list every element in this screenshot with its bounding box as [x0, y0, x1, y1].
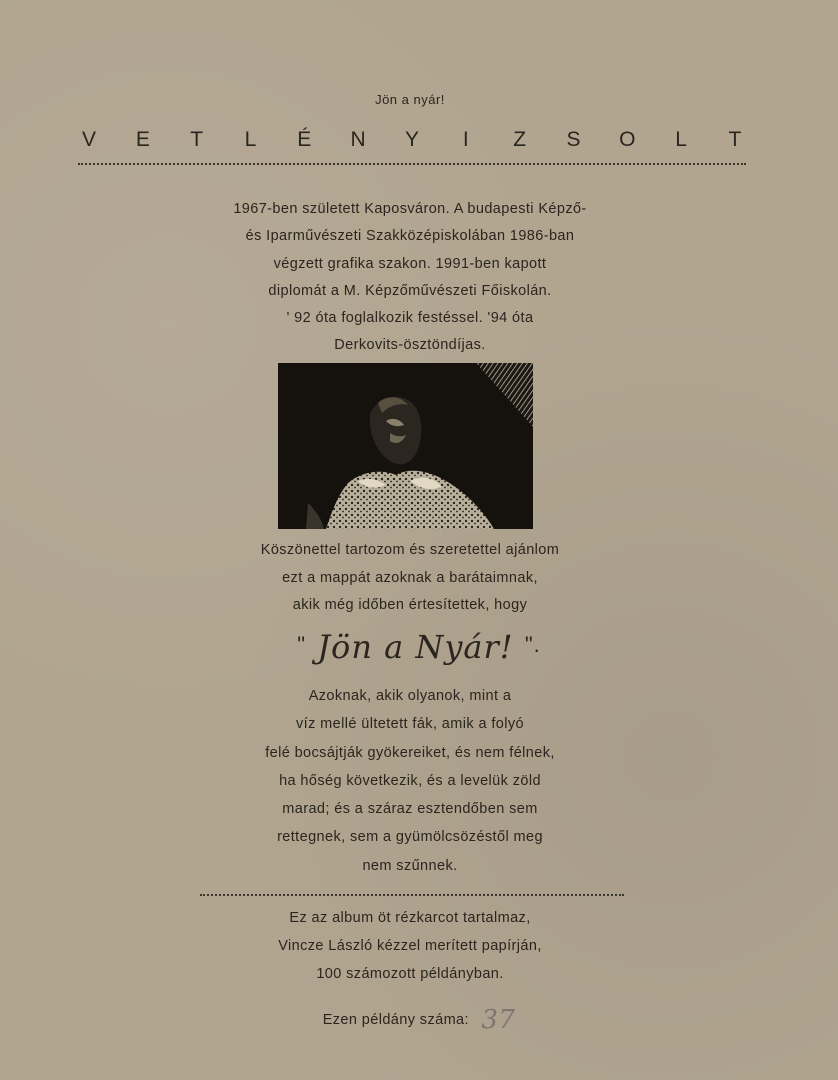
colophon	[0, 904, 820, 988]
dedication-quote	[0, 628, 838, 666]
name-letter: O	[619, 128, 636, 151]
colophon-line: Ez az album öt rézkarcot tartalmaz,	[289, 910, 531, 926]
verse-text	[0, 682, 820, 880]
portrait-image	[278, 363, 533, 529]
edition-label: Ezen példány száma:	[322, 1012, 469, 1028]
name-letter: L	[244, 128, 257, 151]
name-letter: Z	[513, 128, 527, 151]
bio-line: Derkovits-ösztöndíjas.	[334, 337, 486, 354]
dotted-divider	[78, 163, 746, 165]
name-letter: Y	[404, 128, 419, 151]
dotted-divider	[200, 894, 624, 896]
dedication-line: akik még időben értesítettek, hogy	[292, 597, 528, 613]
bio-line: végzett grafika szakon. 1991-ben kapott	[273, 255, 547, 272]
name-letter: S	[566, 128, 581, 151]
name-letter: É	[297, 128, 312, 151]
name-letter: I	[462, 128, 469, 151]
verse-line: nem szűnnek.	[362, 857, 458, 874]
verse-line: ha hőség következik, és a levelük zöld	[279, 772, 541, 789]
verse-line: rettegnek, sem a gyümölcsözéstől meg	[277, 829, 543, 846]
verse-line: Azoknak, akik olyanok, mint a	[308, 688, 512, 704]
bio-line: ' 92 óta foglalkozik festéssel. '94 óta	[286, 310, 534, 327]
colophon-line: 100 számozott példányban.	[316, 966, 504, 982]
bio-line: diplomát a M. Képzőművészeti Főiskolán.	[268, 282, 552, 299]
bio-line: 1967-ben született Kaposváron. A budapesti Képző-	[233, 201, 587, 217]
name-letter: T	[728, 128, 742, 151]
bio-line: és Iparművészeti Szakközépiskolában 1986-ban	[245, 228, 575, 245]
subtitle: Jön a nyár!	[375, 92, 445, 107]
name-letter: N	[350, 128, 366, 151]
biography	[0, 196, 820, 360]
name-letter: E	[135, 128, 150, 151]
dedication-text	[0, 537, 820, 620]
quote-text: Jön a Nyár!	[317, 628, 514, 666]
artist-name	[78, 128, 746, 152]
verse-line: felé bocsájtják gyökereiket, és nem félnek,	[265, 744, 555, 761]
edition-number-row	[0, 1005, 838, 1035]
edition-number-handwritten: 37	[481, 1005, 516, 1035]
dedication-line: ezt a mappát azoknak a barátaimnak,	[282, 569, 538, 586]
quote-close-mark: ".	[524, 632, 541, 657]
colophon-line: Vincze László kézzel merített papírján,	[278, 938, 542, 954]
name-letter: T	[190, 128, 204, 151]
dedication-line: Köszönettel tartozom és szeretettel ajánlom	[260, 542, 560, 558]
name-letter: V	[81, 128, 96, 151]
artist-portrait-etching	[278, 363, 533, 529]
quote-open-mark: "	[297, 632, 307, 657]
name-letter: L	[675, 128, 687, 151]
verse-line: marad; és a száraz esztendőben sem	[282, 801, 538, 818]
verse-line: víz mellé ültetett fák, amik a folyó	[296, 716, 524, 733]
